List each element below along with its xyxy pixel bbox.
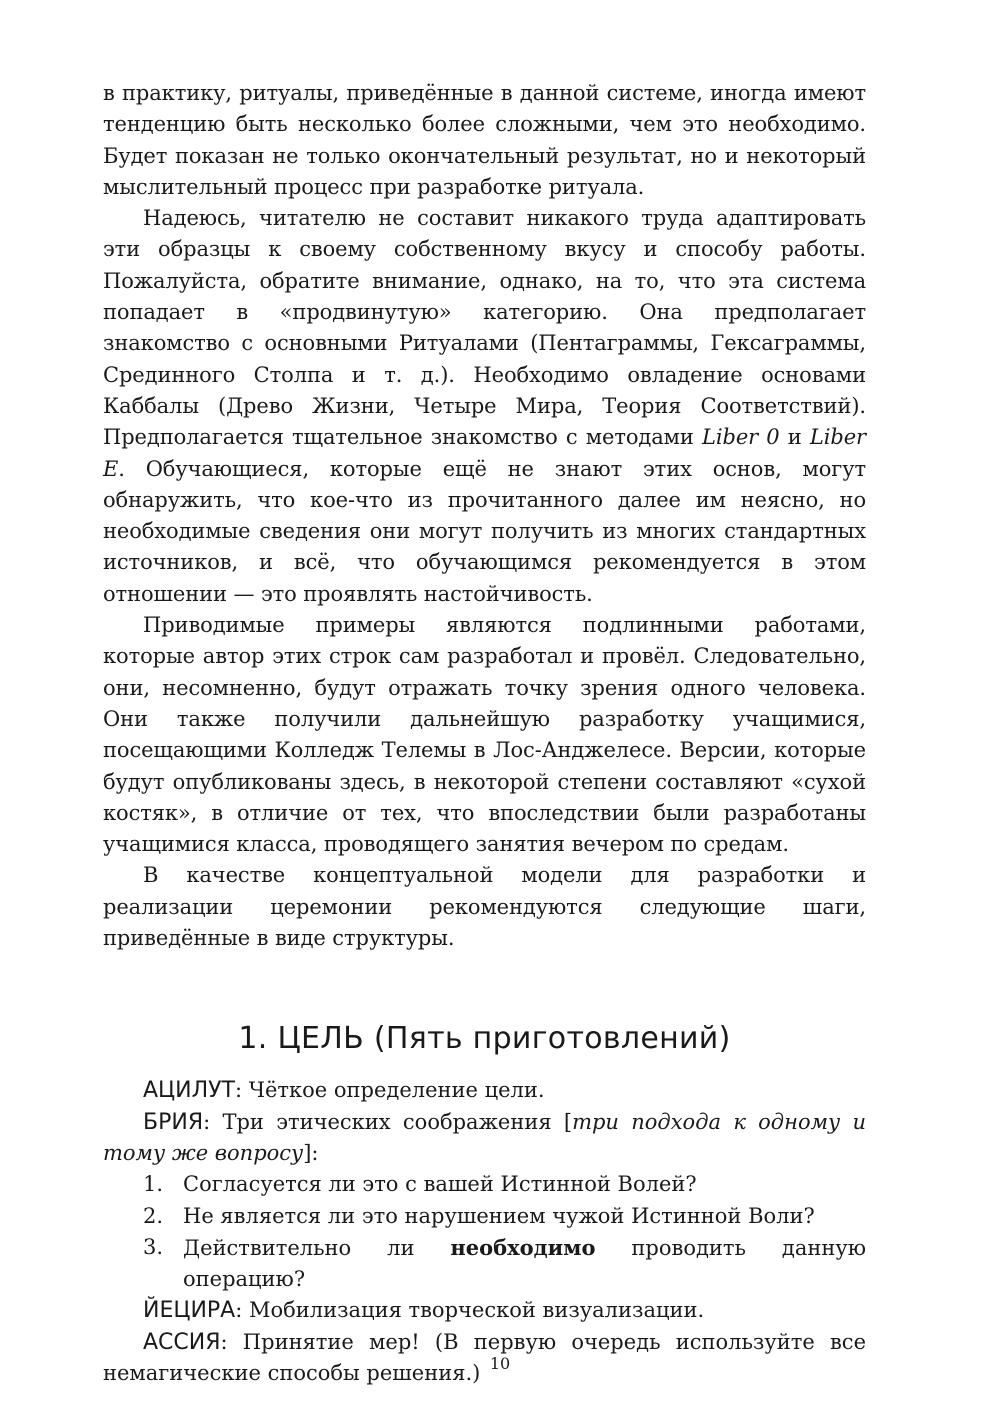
list-number: 2. [143, 1203, 164, 1228]
atziluth-name: АЦИЛУТ [143, 1078, 235, 1104]
paragraph-3: Приводимые примеры являются подлинными работами, которые автор этих строк сам разработал и провёл. Следовательно, они, несомненно, будут отражать точку зрения одного человека. Они также получили дальнейшую разработку учащимися, посещающими Колледж Телемы в Лос-Анджелесе. Версии, которые будут опубликованы здесь, в некоторой степени составляют «сухой костяк», в отличие от тех, что впоследствии были разработаны учащимися класса, проводящего занятия вечером по средам. [103, 613, 866, 857]
list-number: 3. [143, 1234, 164, 1259]
briah-line [103, 1107, 866, 1170]
ethical-questions-list [103, 1169, 866, 1295]
atziluth-line [103, 1075, 866, 1106]
list-text-post: проводить данную операцию? [183, 1235, 866, 1292]
list-text: Согласуется ли это с вашей Истинной Волей? [183, 1172, 697, 1197]
liber-e-title: Liber E [103, 425, 866, 481]
yetzirah-line [103, 1295, 866, 1326]
paragraph-2-and: и [779, 425, 810, 450]
paragraph-4: В качестве концептуальной модели для разработки и реализации церемонии рекомендуются следующие шаги, приведённые в виде структуры. [103, 863, 866, 951]
atziluth-text: : Чёткое определение цели. [234, 1078, 545, 1103]
assiah-name: АССИЯ [143, 1329, 221, 1355]
list-item [103, 1169, 866, 1200]
list-item [103, 1201, 866, 1232]
list-text-bold: необходимо [450, 1234, 596, 1260]
paragraph-2-text: Надеюсь, читателю не составит никакого труда адаптировать эти образцы к своему собственному вкусу и способу работы. Пожалуйста, обратите внимание, однако, на то, что эта система попадает в «продвинутую» категорию. Она предполагает знакомство с основными Ритуалами (Пентаграммы, Гексаграммы, Срединного Столпа и т. д.). Необходимо овладение основами Каббалы (Древо Жизни, Четыре Мира, Теория Соответствий). Предполагается тщательное знакомство с методами [103, 206, 866, 450]
list-text: Не является ли это нарушением чужой Истинной Воли? [183, 1203, 815, 1228]
page-number: 10 [489, 1354, 511, 1373]
list-text-pre: Действительно ли [183, 1235, 451, 1260]
section-heading: 1. ЦЕЛЬ (Пять приготовлений) [238, 1021, 731, 1057]
paragraph-2-tail: . Обучающиеся, которые ещё не знают этих основ, могут обнаружить, что кое-что из прочитанного далее им неясно, но необходимые сведения они могут получить из многих стандартных источников, и всё, что обучающимся рекомендуется в этом отношении — это проявлять настойчивость. [103, 456, 866, 606]
briah-close: ]: [303, 1140, 319, 1165]
briah-text: : Три этических соображения [ [203, 1109, 573, 1134]
yetzirah-name: ЙЕЦИРА [143, 1298, 236, 1324]
paragraph-2 [103, 203, 866, 610]
list-number: 1. [143, 1172, 164, 1197]
paragraph-1: в практику, ритуалы, приведённые в данной системе, иногда имеют тенденцию быть несколько более сложными, чем это необходимо. Будет показан не только окончательный результат, но и некоторый мыслительный процесс при разработке ритуала. [103, 81, 866, 199]
assiah-text: : Принятие мер! (В первую очередь используйте все немагические способы решения.) [103, 1329, 866, 1385]
briah-name: БРИЯ [143, 1109, 204, 1135]
yetzirah-text: : Мобилизация творческой визуализации. [235, 1298, 705, 1323]
list-item [103, 1232, 866, 1296]
briah-italic: три подхода к одному и тому же вопросу [103, 1109, 866, 1165]
page-body [103, 78, 866, 1389]
liber-0-title: Liber 0 [702, 425, 780, 450]
